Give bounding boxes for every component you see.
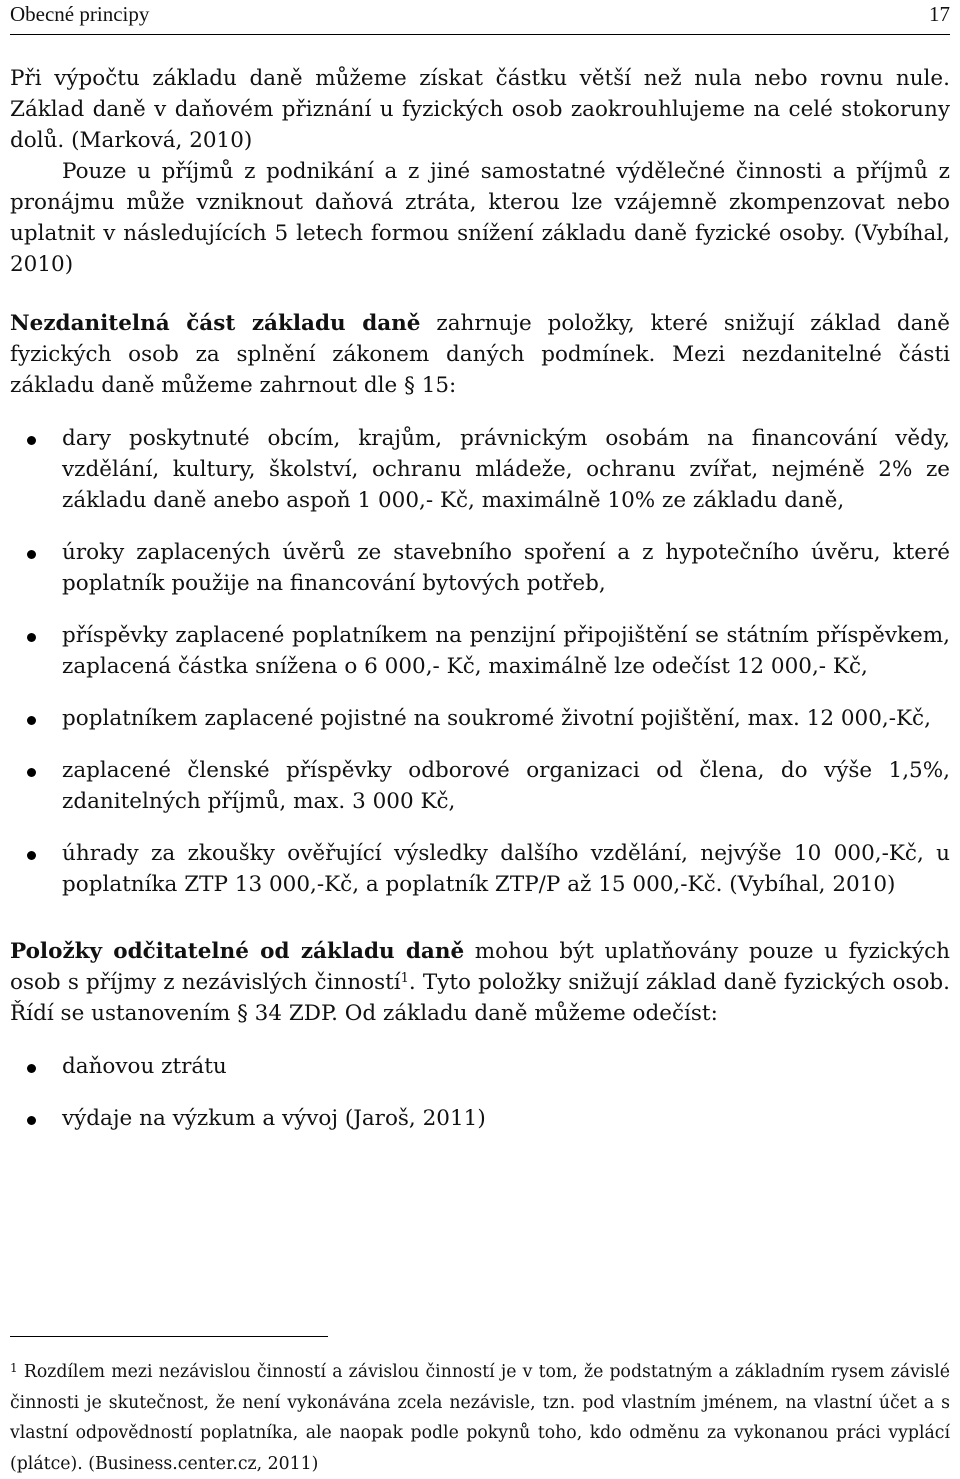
list-item	[10, 620, 950, 682]
page-number: 17	[929, 2, 950, 26]
list-item	[10, 1103, 950, 1134]
paragraph-rounding: Při výpočtu základu daně můžeme získat částku větší než nula nebo rovnu nule. Základ daně v daňovém přiznání u fyzických osob zaokrouhlujeme na celé stokoruny dolů. (Marková, 2010)	[10, 66, 950, 153]
footnote-mark: 1	[10, 1361, 18, 1375]
bullet-icon	[27, 550, 36, 559]
body-text	[10, 63, 950, 1155]
list-item-text: zaplacené členské příspěvky odborové organizaci od člena, do výše 1,5%, zdanitelných příjmů, max. 3 000 Kč,	[62, 758, 950, 814]
list-item-text: dary poskytnuté obcím, krajům, právnickým osobám na financování vědy, vzdělání, kultury, školství, ochranu mládeže, ochranu zvířat, nejméně 2% ze základu daně anebo aspoň 1 000,- Kč, maximálně 10% ze základu daně,	[62, 426, 950, 513]
header-title: Obecné principy	[10, 2, 150, 26]
paragraph-deductible-text-a: mohou být uplatňovány pouze u fyzických osob s příjmy z nezávislých činností	[10, 939, 950, 995]
list-item	[10, 755, 950, 817]
footnote-text: Rozdílem mezi nezávislou činností a závislou činností je v tom, že podstatným a základním rysem závislé činnosti je skutečnost, že není vykonávána zcela nezávisle, tzn. pod vlastním jménem, na vlastní účet a s vlastní odpovědností poplatníka, ale naopak podle pokynů toho, kdo odměnu za vykonanou práci vyplácí (plátce). (Business.center.cz, 2011)	[10, 1362, 950, 1474]
list-item-text: příspěvky zaplacené poplatníkem na penzijní připojištění se státním příspěvkem, zaplacená částka snížena o 6 000,- Kč, maximálně lze odečíst 12 000,- Kč,	[62, 623, 950, 679]
paragraph-deductible-text-b: . Tyto položky snižují základ daně fyzických osob. Řídí se ustanovením § 34 ZDP. Od základu daně můžeme odečíst:	[10, 970, 950, 1026]
paragraph-tax-loss: Pouze u příjmů z podnikání a z jiné samostatné výdělečné činnosti a příjmů z pronájmu může vzniknout daňová ztráta, kterou lze vzájemně zkompenzovat nebo uplatnit v následujících 5 letech formou snížení základu daně fyzické osoby. (Vybíhal, 2010)	[10, 159, 950, 277]
list-item	[10, 838, 950, 900]
list-item-text: úroky zaplacených úvěrů ze stavebního spoření a z hypotečního úvěru, které poplatník použije na financování bytových potřeb,	[62, 540, 950, 596]
footnote	[10, 1357, 950, 1479]
list-item	[10, 703, 950, 734]
bullet-icon	[27, 633, 36, 642]
list-item	[10, 537, 950, 599]
footnote-divider	[10, 1336, 328, 1337]
bullet-icon	[27, 768, 36, 777]
paragraph-nontaxable	[10, 308, 950, 401]
list-item-text: poplatníkem zaplacené pojistné na soukromé životní pojištění, max. 12 000,-Kč,	[62, 706, 931, 731]
deductible-items-list	[10, 1051, 950, 1134]
list-item	[10, 423, 950, 516]
bullet-icon	[27, 1064, 36, 1073]
list-item-text: výdaje na výzkum a vývoj (Jaroš, 2011)	[62, 1106, 486, 1131]
bullet-icon	[27, 436, 36, 445]
list-item-text: úhrady za zkoušky ověřující výsledky dalšího vzdělání, nejvýše 10 000,-Kč, u poplatníka ZTP 13 000,-Kč, a poplatník ZTP/P až 15 000,-Kč. (Vybíhal, 2010)	[62, 841, 950, 897]
bullet-icon	[27, 716, 36, 725]
nontaxable-items-list	[10, 423, 950, 900]
running-header	[10, 0, 950, 35]
term-deductible: Položky odčitatelné od základu daně	[10, 939, 465, 964]
footnote-ref: 1	[400, 971, 409, 986]
bullet-icon	[27, 851, 36, 860]
list-item	[10, 1051, 950, 1082]
paragraph-nontaxable-text: zahrnuje položky, které snižují základ daně fyzických osob za splnění zákonem daných podmínek. Mezi nezdanitelné části základu daně můžeme zahrnout dle § 15:	[10, 311, 950, 398]
paragraph-deductible	[10, 936, 950, 1029]
term-nontaxable: Nezdanitelná část základu daně	[10, 311, 421, 336]
list-item-text: daňovou ztrátu	[62, 1054, 227, 1079]
bullet-icon	[27, 1116, 36, 1125]
